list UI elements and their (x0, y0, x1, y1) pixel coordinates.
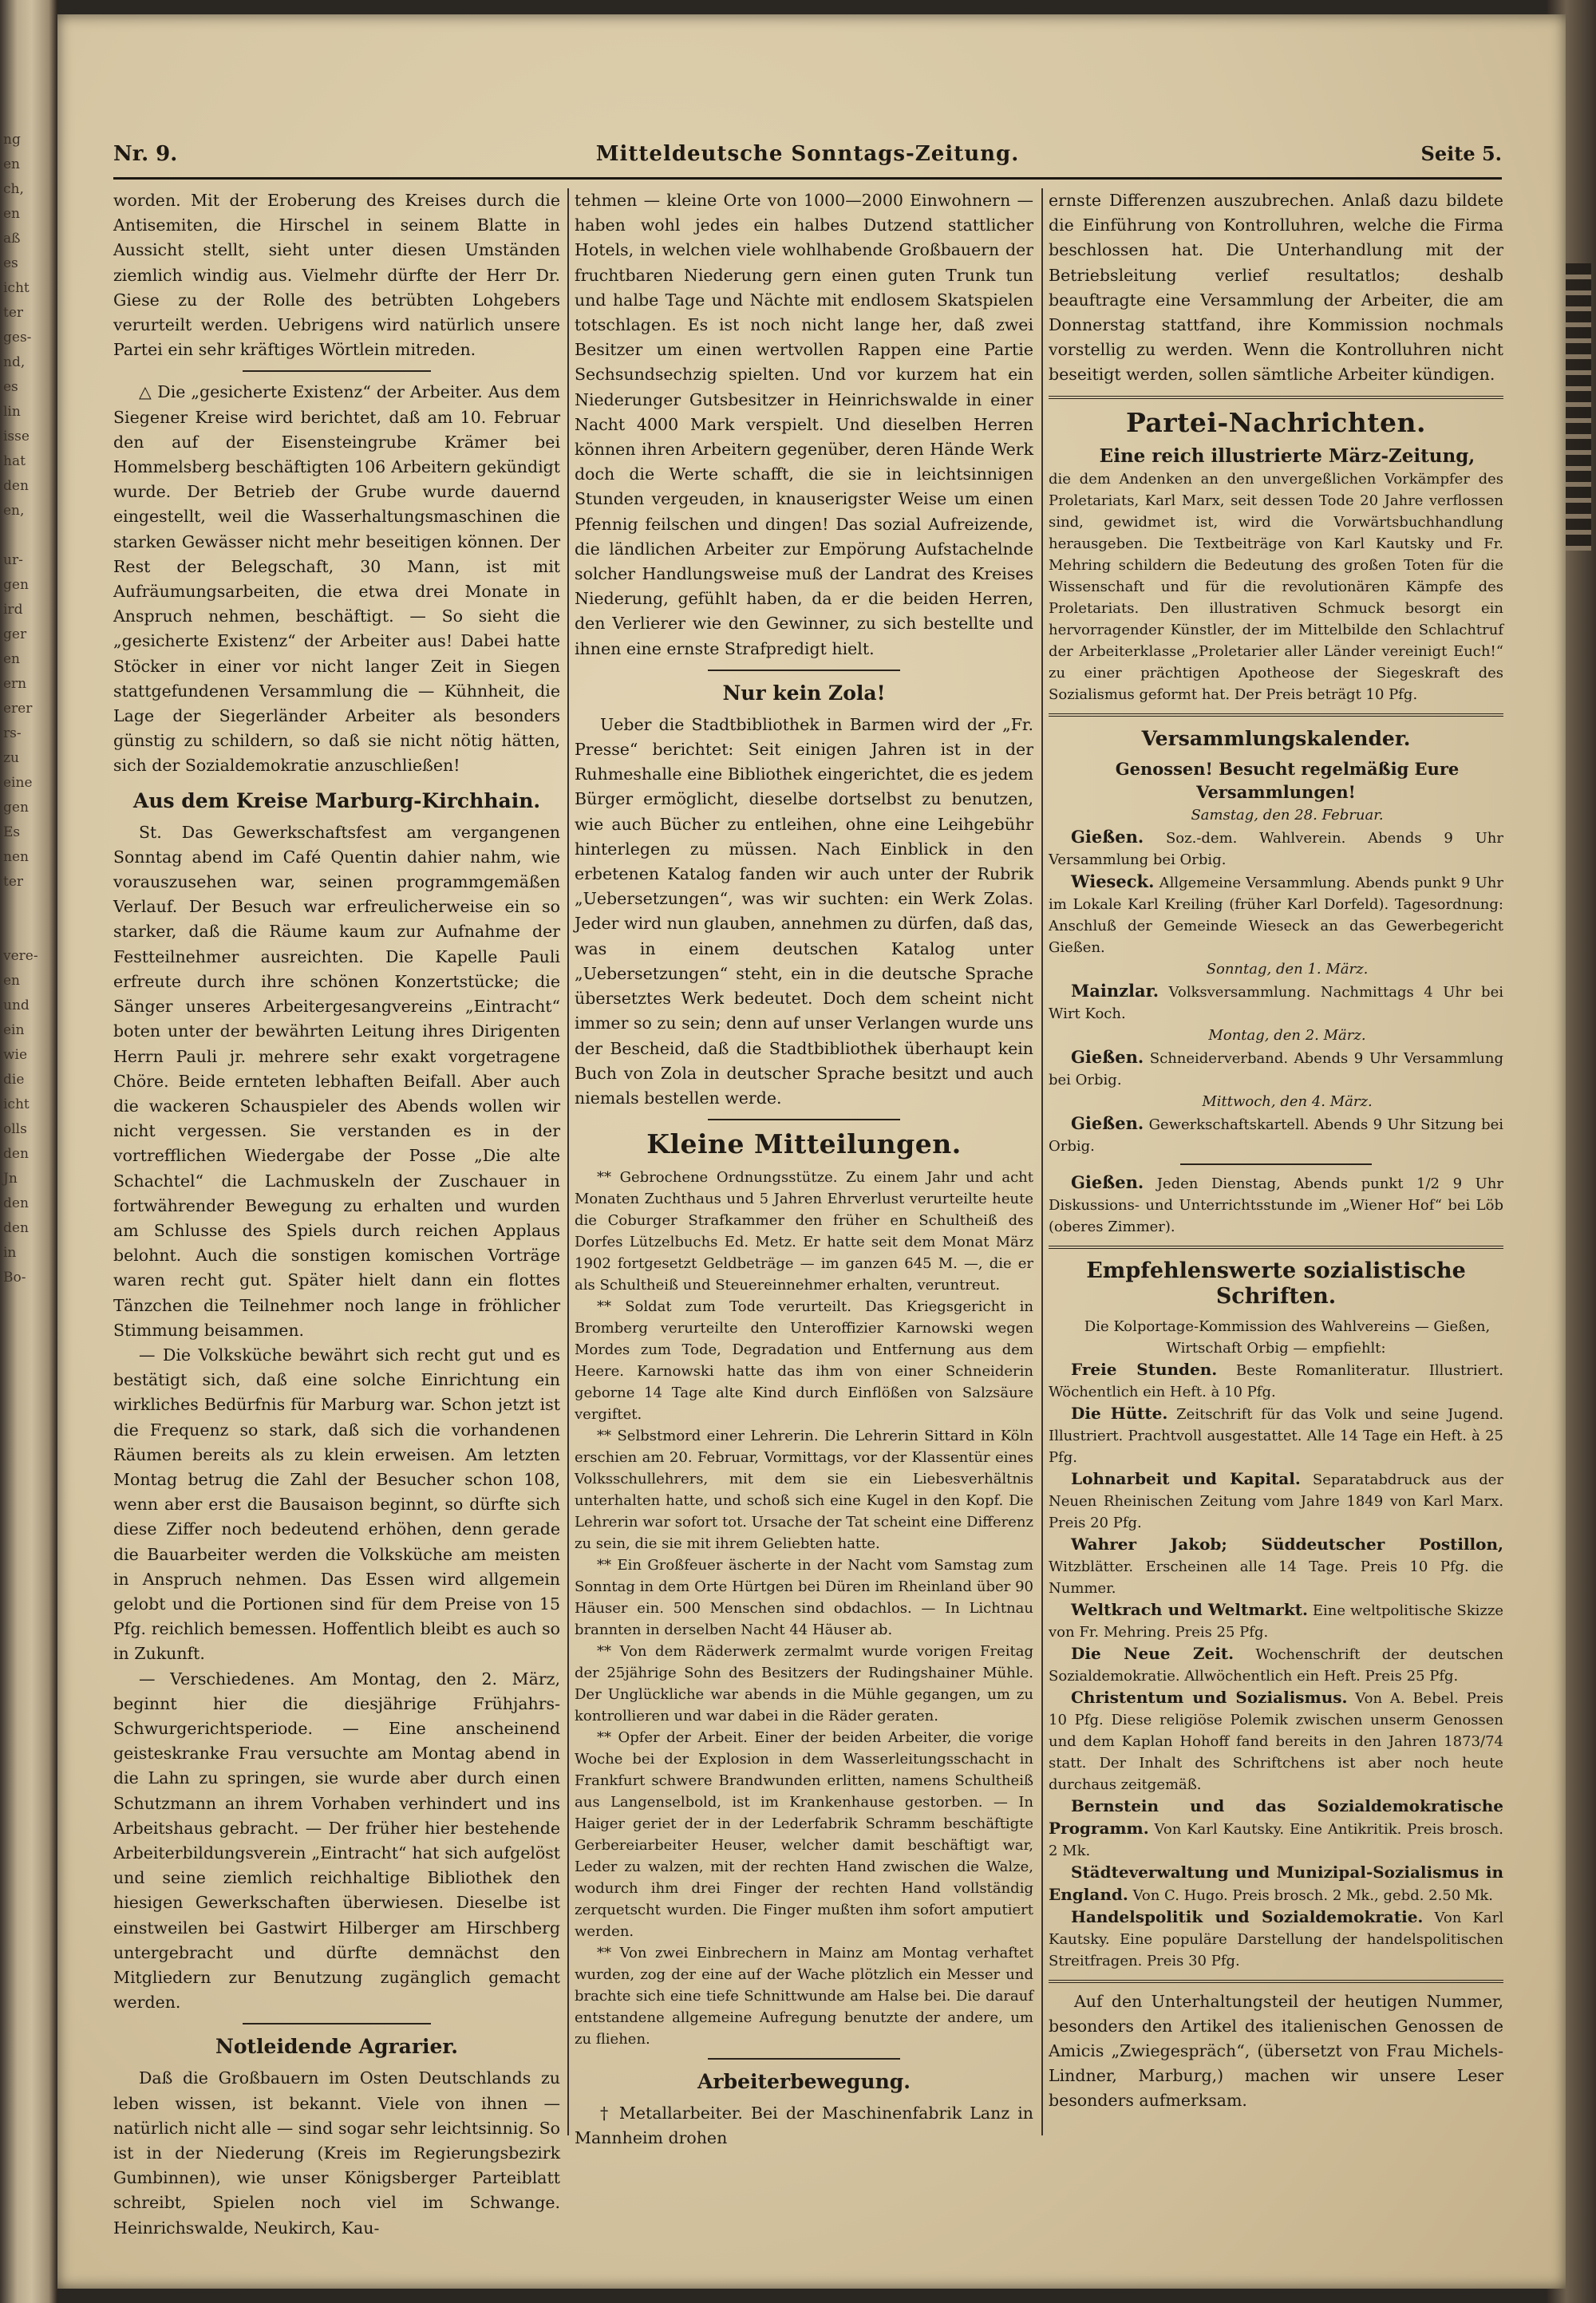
article-metallarbeiter: † Metallarbeiter. Bei der Maschinenfabrik Lanz in Mannheim drohen (575, 2104, 1033, 2148)
heading-marburg: Aus dem Kreise Marburg-Kirchhain. (132, 788, 541, 812)
notice-item: ** Von dem Räderwerk zermalmt wurde vorigen Freitag der 25jährige Sohn des Besitzers der Rudingshainer Mühle. Der Unglückliche war abends in die Mühle gegangen, um zu kontrollieren und war dabei in die Räder geraten. (575, 1643, 1033, 1725)
entry-text: Jeden Dienstag, Abends punkt 1/2 9 Uhr Diskussions- und Unterrichtsstunde im „Wiener Hof“ bei Löb (oberes Zimmer). (1049, 1175, 1503, 1235)
notice-item: ** Opfer der Arbeit. Einer der beiden Arbeiter, die vorige Woche bei der Explosion in dem Wasserleitungsschacht in Frankfurt schwere Brandwunden erlitten, namens Schultheiß aus Langenselbold, ist im Krankenhause gestorben. — In Haiger geriet der in der Lederfabrik Schramm beschäftigte Gerbereiarbeiter Heuser, welcher damit beschäftigt war, Leder zu walzen, mit der rechten Hand zwischen die Walze, wodurch ihm drei Finger der rechten Hand vollständig zerquetscht wurden. Die Finger mußten ihm sofort amputiert werden. (575, 1729, 1033, 1941)
heading-versammlungskalender: Versammlungskalender. (1141, 726, 1411, 750)
entry-text: Volksversammlung. Nachmittags 4 Uhr bei Wirt Koch. (1049, 983, 1503, 1022)
article-agrarier-cont: tehmen — kleine Orte von 1000—2000 Einwohnern — haben wohl jedes ein halbes Dutzend stattlicher Hotels, in welchen viele wohlhabende Großbauern der fruchtbaren Niederung gern einen guten Trunk tun und halbe Tage und Nächte mit endlosem Skatspielen totschlagen. Es ist noch nicht lange her, daß zwei Besitzer um einen wertvollen Rappen eine Partie Sechsundsechzig spielten. Und vor kurzem hat ein Niederunger Gutsbesitzer in Heinrichswalde in einer Nacht 4000 Mark verspielt. Und dieselben Herren können ihren Arbeitern gegenüber, deren Hände Werk doch die Werte schafft, die sie in leichtsinnigen Stunden vergeuden, in knauserigster Weise um einen Pfennig feilschen und dingen! Das sozial Aufreizende, die ländlichen Arbeiter zur Empörung Aufstachelnde solcher Handlungsweise muß der Landrat des Kreises Niederung, gefühlt haben, da er die beiden Herren, den Verlierer wie den Gewinner, zu sich bestellte und ihnen eine ernste Strafpredigt hielt. (575, 191, 1033, 658)
column-3 (1049, 188, 1503, 2159)
kleine-mitteilungen-list (575, 1167, 1033, 2050)
calendar-entry (1049, 1171, 1503, 1238)
entry-place: Wieseck. (1071, 871, 1155, 891)
heading-schriften: Empfehlenswerte sozialistische Schriften. (1086, 1258, 1466, 1309)
notice-item: ** Ein Großfeuer äscherte in der Nacht vom Samstag zum Sonntag in dem Orte Hürtgen bei Düren im Rheinland über 90 Häuser ein. 500 Menschen sind obdachlos. — In Lichtnau brannten in derselben Nacht 44 Häuser ab. (575, 1557, 1033, 1639)
column-rule-1 (567, 188, 569, 2135)
book-entry (1049, 1534, 1503, 1599)
section-rule (1049, 1980, 1503, 1983)
entry-text: Schneiderverband. Abends 9 Uhr Versammlung bei Orbig. (1049, 1049, 1503, 1088)
entry-place: Gießen. (1071, 1046, 1144, 1067)
article-gewerkschaftsfest: St. Das Gewerkschaftsfest am vergangenen Sonntag abend im Café Quentin dahier nahm, wie vorauszusehen war, seinen programmgemäßen Verlauf. Der Besuch war erfreulicherweise ein so starker, daß die Räume kaum zur Aufnahme der Festteilnehmer ausreichten. Die Kapelle Pauli erfreute durch ihre schönen Konzertstücke; die Sänger unseres Arbeitergesangvereins „Eintracht“ boten unter der bewährten Leitung ihres Dirigenten Herrn Pauli jr. mehrere sehr exakt vorgetragene Chöre. Beide ernteten lebhaften Beifall. Aber auch die wackeren Schauspieler des Abends wollen wir nicht vergessen. Sie verstanden es in der vortrefflichen Wiedergabe der Posse „Die alte Schachtel“ die Lachmuskeln der Zuschauer in fortwährender Bewegung zu erhalten und wurden am Schlusse des Spiels durch reichen Applaus belohnt. Auch die sonstigen komischen Vorträge waren recht gut. Später hielt dann ein flottes Tänzchen die Teilnehmer noch lange in fröhlicher Stimmung beisammen. (113, 822, 560, 1340)
book-entry (1049, 1359, 1503, 1403)
entry-text: Soz.-dem. Wahlverein. Abends 9 Uhr Versammlung bei Orbig. (1049, 829, 1503, 868)
section-rule (1049, 713, 1503, 717)
heading-agrarier: Notleidende Agrarier. (215, 2035, 459, 2059)
partei-lead (1049, 445, 1503, 468)
partei-body: die dem Andenken an den unvergeßlichen Vorkämpfer des Proletariats, Karl Marx, seit dessen Tode 20 Jahre verflossen sind, gewidmet ist, wird die Vorwärtsbuchhandlung herausgeben. Die Textbeiträge von Karl Kautsky und Fr. Mehring schildern die Bedeutung des großen Toten für die Wissenschaft und für die revolutionären Kämpfe des Proletariats. Den illustrativen Schmuck besorgt ein hervorragender Künstler, der im Mittelbilde den Schlachtruf der Arbeiterklasse „Proletarier aller Länder vereinigt Euch!“ zu einer prächtigen Apotheose der Siegeskraft des Sozialismus geformt hat. Der Preis beträgt 10 Pfg. (1049, 470, 1503, 703)
notice-item: ** Soldat zum Tode verurteilt. Das Kriegsgericht in Bromberg verurteilte den Unteroffizier Karnowski wegen Mordes zum Tode, Degradation und Entfernung aus dem Heere. Karnowski hatte das ihm von einer Schneiderin geborne 14 Tage alte Kind durch Einflößen von Salzsäure vergiftet. (575, 1298, 1033, 1424)
book-desc: Wochenschrift der deutschen Sozialdemokratie. Allwöchentlich ein Heft. Preis 25 Pfg. (1049, 1645, 1503, 1685)
entry-place: Mainzlar. (1071, 980, 1159, 1001)
column-2 (575, 188, 1033, 2159)
calendar-entry (1049, 1112, 1503, 1157)
separator (708, 2058, 901, 2060)
notice-item: ** Selbstmord einer Lehrerin. Die Lehrerin Sittard in Köln erschien am 20. Februar, Vormittags, vor der Klassentür eines Volksschullehrers, mit dem sie ein Liebesverhältnis unterhalten hatte, und schoß sich eine Kugel in den Kopf. Die Lehrerin war sofort tot. Ursache der Tat scheint eine Differenz zu sein, die sie mit ihrem Geliebten hatte. (575, 1428, 1033, 1553)
calendar-date: Mittwoch, den 4. März. (1202, 1092, 1373, 1110)
binding-spine (0, 0, 57, 2303)
book-title: Städteverwaltung und Munizipal-Sozialismus in England. (1049, 1862, 1503, 1904)
book-desc: Beste Romanliteratur. Illustriert. Wöchentlich ein Heft. à 10 Pfg. (1049, 1361, 1503, 1400)
separator (708, 670, 901, 671)
entry-text: Gewerkschaftskartell. Abends 9 Uhr Sitzung bei Orbig. (1049, 1116, 1503, 1155)
book-title: Weltkrach und Weltmarkt. (1071, 1599, 1308, 1619)
section-rule (1049, 396, 1503, 399)
page-tab-marker (1562, 263, 1591, 551)
calendar-entry (1049, 1046, 1503, 1091)
book-desc: Zeitschrift für das Volk und seine Jugend. Illustriert. Prachtvoll ausgestattet. Alle 14 Tage ein Heft. à 25 Pfg. (1049, 1405, 1503, 1466)
book-entry (1049, 1795, 1503, 1862)
book-title: Die Neue Zeit. (1071, 1643, 1235, 1663)
issue-number: Nr. 9. (113, 142, 178, 166)
heading-arbeiterbewegung: Arbeiterbewegung. (697, 2070, 911, 2094)
notice-item: ** Von zwei Einbrechern in Mainz am Montag verhaftet wurden, zog der eine auf der Wache plötzlich ein Messer und brachte sich eine tiefe Schnittwunde am Halse bei. Die darauf entstandene allgemeine Aufregung benutzte der andere, um zu fliehen. (575, 1945, 1033, 2048)
book-desc: Witzblätter. Erscheinen alle 14 Tage. Preis 10 Pfg. die Nummer. (1049, 1558, 1503, 1597)
book-entry (1049, 1643, 1503, 1687)
heading-kleine-mitteilungen: Kleine Mitteilungen. (646, 1128, 962, 1160)
book-title: Bernstein und das Sozialdemokratische Programm. (1049, 1795, 1503, 1838)
book-desc: Von A. Bebel. Preis 10 Pfg. Diese religiöse Polemik zwischen unserm Genossen und dem Kaplan Hohoff fand bereits in den Jahren 1873/74 statt. Der Inhalt des Schriftchens ist aber noch heute durchaus zeitgemäß. (1049, 1689, 1503, 1793)
article-volkskueche: — Die Volksküche bewährt sich recht gut und es bestätigt sich, daß eine solche Einrichtung ein wirkliches Bedürfnis für Marburg war. Schon jetzt ist die Frequenz so stark, daß sich die vorhandenen Räumen bereits als zu klein erweisen. Am letzten Montag betrug die Zahl der Besucher schon 108, wenn aber erst die Bausaison beginnt, so dürfte sich diese Ziffer noch bedeutend erhöhen, denn gerade die Bauarbeiter werden die Volksküche am meisten in Anspruch nehmen. Das Essen wird allgemein gelobt und die Portionen sind für dem Preise von 15 Pfg. reichlich bemessen. Hoffentlich bleibt es auch so in Zukunft. (113, 1345, 560, 1664)
book-title: Lohnarbeit und Kapital. (1071, 1468, 1301, 1488)
article-zola: Ueber die Stadtbibliothek in Barmen wird der „Fr. Presse“ berichtet: Seit einigen Jahren ist in der Ruhmeshalle eine Bibliothek eingerichtet, die es jedem Bürger ermöglicht, dieselbe dortselbst zu benutzen, wie auch Bücher zu entleihen, ohne eine Leihgebühr hinterlegen zu müssen. Nach Einblick in den erbetenen Katalog fanden wir auch unter der Rubrik „Uebersetzungen“, was wir suchten: ein Werk Zolas. Jeder wird nun glauben, annehmen zu dürfen, daß das, was in einem deutschen Katalog unter „Uebersetzungen“ steht, ein in die deutsche Sprache übersetztes Werk bedeutet. Doch dem scheint nicht immer so zu sein; denn auf unser Verlangen wurde uns der Bescheid, daß die Stadtbibliothek überhaupt kein Buch von Zola in deutscher Sprache besitzt und auch niemals bestellen werde. (575, 714, 1033, 1108)
book-entry (1049, 1599, 1503, 1643)
newspaper-page (57, 14, 1566, 2289)
heading-partei-nachrichten: Partei-Nachrichten. (1125, 406, 1427, 438)
entry-place: Gießen. (1071, 1112, 1144, 1133)
calendar-date: Sonntag, den 1. März. (1206, 960, 1369, 978)
book-title: Die Hütte. (1071, 1403, 1168, 1423)
book-entry (1049, 1468, 1503, 1534)
article-paragraph: worden. Mit der Eroberung des Kreises durch die Antisemiten, die Hirschel in seinem Blatte in Aussicht stellt, sieht unter diesen Umständen ziemlich windig aus. Vielmehr dürfte der Herr Dr. Giese zu der Rolle des betrübten Lohgebers verurteilt werden. Uebrigens wird natürlich unsere Partei ein sehr kräftiges Wörtlein mitreden. (113, 191, 560, 360)
book-desc: Von Karl Kautsky. Eine populäre Darstellung der handelspolitischen Streitfragen. Preis 30 Pfg. (1049, 1909, 1503, 1969)
spine-text-fragments: ng en ch, en aß es icht ter ges- nd, es lin isse hat den en, ur- gen ird ger en ern erer rs- zu eine gen Es nen ter vere- en und ein wie die icht olls den Jn den den in Bo- (3, 132, 38, 1286)
book-title: Freie Stunden. (1071, 1359, 1218, 1379)
article-existenz: △ Die „gesicherte Existenz“ der Arbeiter. Aus dem Siegener Kreise wird berichtet, daß am 10. Februar den auf der Eisensteingrube Krämer bei Hommelsberg beschäftigten 106 Arbeitern gekündigt wurde. Der Betrieb der Grube wurde dauernd eingestellt, weil die Wasserhaltungsmaschinen die starken Gewässer nicht mehr beseitigen können. Der Rest der Belegschaft, 30 Mann, ist mit Aufräumungsarbeiten, die etwa drei Monate in Anspruch nehmen, beschäftigt. — So sieht die „gesicherte Existenz“ der Arbeiter aus! Dabei hatte Stöcker in einer vor nicht langer Zeit in Siegen stattgefundenen Versammlung die — Kühnheit, die Lage der Siegerländer Arbeiter als besonders günstig zu schildern, so daß sie nicht nötig hätten, sich der Sozialdemokratie anzuschließen! (113, 382, 560, 776)
page-header (113, 134, 1502, 171)
book-desc: Von C. Hugo. Preis brosch. 2 Mk., gebd. 2.50 Mk. (1132, 1886, 1494, 1904)
book-entry (1049, 1906, 1503, 1972)
calendar-entry (1049, 871, 1503, 958)
header-rule (113, 177, 1502, 180)
entry-text: Allgemeine Versammlung. Abends punkt 9 Uhr im Lokale Karl Kreiling (früher Karl Dorfeld). Tagesordnung: Anschluß der Gemeinde Wieseck an das Gewerbegericht Gießen. (1049, 874, 1503, 956)
article-verschiedenes: — Verschiedenes. Am Montag, den 2. März, beginnt hier die diesjährige Frühjahrs-Schwurgerichtsperiode. — Eine anscheinend geisteskranke Frau versuchte am Montag abend in die Lahn zu springen, sie wurde aber durch einen Schutzmann an ihrem Vorhaben verhindert und ins Arbeitshaus gebracht. — Der früher hier bestehende Arbeiterbildungsverein „Eintracht“ hat sich aufgelöst und seine ziemlich reichhaltige Bibliothek den hiesigen Gewerkschaften überwiesen. Dieselbe ist einstweilen bei Gastwirt Hilberger am Hirschberg untergebracht und dürfte demnächst den Mitgliedern zur Benutzung zugänglich gemacht werden. (113, 1669, 560, 2013)
notice-item: ** Gebrochene Ordnungsstütze. Zu einem Jahr und acht Monaten Zuchthaus und 5 Jahren Ehrverlust verurteilte heute die Coburger Strafkammer den früher en Schultheiß des Dorfes Lützelbuchs Ed. Metz. Er hatte seit dem Monat März 1902 fortgesetzt Geldbeträge — im ganzen 645 M. —, die er als Schultheiß und Steuereinnehmer erhalten, veruntreut. (575, 1169, 1033, 1294)
versammlungskalender (1049, 758, 1503, 1238)
column-1 (113, 188, 560, 2238)
page-number: Seite 5. (1420, 142, 1502, 165)
entry-place: Gießen. (1071, 1171, 1144, 1192)
article-metallarbeiter-cont: ernste Differenzen auszubrechen. Anlaß dazu bildete die Einführung von Kontrolluhren, welche die Firma beschlossen hat. Die Unterhandlung mit der Betriebsleitung verlief resultatlos; deshalb beauftragte eine Versammlung der Arbeiter, die am Donnerstag stattfand, ihre Kommission nochmals vorstellig zu werden. Wenn die Kontrolluhren nicht beseitigt werden, sollen sämtliche Arbeiter kündigen. (1049, 191, 1503, 385)
heading-zola: Nur kein Zola! (722, 681, 886, 705)
closing-note: Auf den Unterhaltungsteil der heutigen Nummer, besonders den Artikel des italienischen Genossen de Amicis „Zwiegespräch“, (übersetzt von Frau Michels-Lindner, Marburg,) machen wir unsere Leser besonders aufmerksam. (1049, 1991, 1503, 2111)
book-entry (1049, 1687, 1503, 1795)
book-title: Wahrer Jakob; Süddeutscher Postillon, (1071, 1534, 1503, 1554)
book-entry (1049, 1403, 1503, 1468)
article-agrarier: Daß die Großbauern im Osten Deutschlands zu leben wissen, ist bekannt. Viele von ihnen — natürlich nicht alle — sind sogar sehr leichtsinnig. So ist in der Niederung (Kreis im Regierungsbezirk Gumbinnen), wie unser Königsberger Parteiblatt schreibt, Spielen noch viel im Schwange. Heinrichswalde, Neukirch, Kau- (113, 2068, 560, 2238)
book-desc: Eine weltpolitische Skizze von Fr. Mehring. Preis 25 Pfg. (1049, 1602, 1503, 1641)
separator (243, 2023, 430, 2025)
separator (708, 1119, 901, 1120)
kalender-call (1049, 758, 1503, 804)
book-desc: Separatabdruck aus der Neuen Rheinischen Zeitung vom Jahre 1849 von Karl Marx. Preis 20 Pfg. (1049, 1471, 1503, 1531)
kalender-call-text: Genossen! Besucht regelmäßig Eure Versammlungen! (1115, 758, 1460, 802)
partei-nachrichten (1049, 445, 1503, 705)
partei-lead-text: Eine reich illustrierte März-Zeitung, (1099, 444, 1476, 467)
book-entry (1049, 1862, 1503, 1906)
schriften-intro: Die Kolportage-Kommission des Wahlvereins — Gießen, Wirtschaft Orbig — empfiehlt: (1084, 1317, 1491, 1357)
calendar-entry (1049, 826, 1503, 871)
book-title: Handelspolitik und Sozialdemokratie. (1071, 1906, 1424, 1926)
separator (243, 370, 430, 372)
separator (1180, 1163, 1371, 1165)
section-rule (1049, 1246, 1503, 1249)
calendar-date: Montag, den 2. März. (1208, 1026, 1366, 1044)
entry-place: Gießen. (1071, 826, 1144, 847)
column-rule-2 (1041, 188, 1043, 2135)
book-title: Christentum und Sozialismus. (1071, 1687, 1348, 1707)
book-desc: Von Karl Kautsky. Eine Antikritik. Preis brosch. 2 Mk. (1049, 1820, 1503, 1859)
newspaper-title: Mitteldeutsche Sonntags-Zeitung. (595, 142, 1020, 166)
calendar-date: Samstag, den 28. Februar. (1191, 806, 1384, 824)
calendar-entry (1049, 980, 1503, 1025)
schriften-list (1049, 1316, 1503, 1972)
